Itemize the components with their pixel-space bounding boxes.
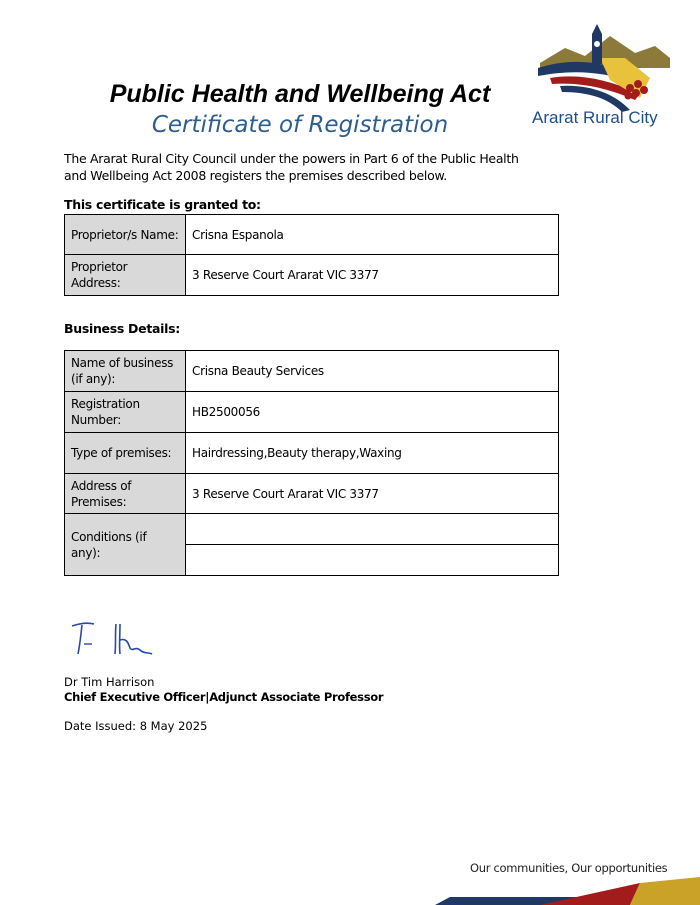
conditions-label: Conditions (if any):: [65, 514, 186, 576]
conditions-value-extra: [186, 545, 559, 576]
granted-table: [64, 214, 559, 296]
date-issued: Date Issued: 8 May 2025: [64, 719, 208, 733]
certificate-subtitle: Certificate of Registration: [151, 112, 449, 138]
footer-tagline: Our communities, Our opportunities: [470, 861, 668, 875]
business-name-value: Crisna Beauty Services: [186, 351, 559, 392]
table-row: [65, 351, 559, 392]
business-table: [64, 350, 559, 576]
table-row: [65, 514, 559, 545]
table-row: [65, 215, 559, 255]
granted-heading: This certificate is granted to:: [64, 197, 261, 212]
business-heading: Business Details:: [64, 321, 180, 336]
premises-type-label: Type of premises:: [65, 433, 186, 474]
logo-wordmark: Ararat Rural City: [532, 108, 658, 127]
business-name-label: Name of business (if any):: [65, 351, 186, 392]
proprietor-name-label: Proprietor/s Name:: [65, 215, 186, 255]
footer-band: [430, 875, 700, 905]
premises-type-value: Hairdressing,Beauty therapy,Waxing: [186, 433, 559, 474]
conditions-value: [186, 514, 559, 545]
proprietor-name-value: Crisna Espanola: [186, 215, 559, 255]
registration-number-label: Registration Number:: [65, 392, 186, 433]
registration-number-value: HB2500056: [186, 392, 559, 433]
intro-paragraph: The Ararat Rural City Council under the powers in Part 6 of the Public Health and Wellbeing Act 2008 registers the premises described below.: [64, 151, 519, 183]
table-row: [65, 474, 559, 514]
table-row: [65, 255, 559, 296]
table-row: [65, 433, 559, 474]
premises-address-label: Address of Premises:: [65, 474, 186, 514]
signatory-title: Chief Executive Officer|Adjunct Associate Professor: [64, 690, 384, 704]
document-title: Public Health and Wellbeing Act: [109, 80, 491, 108]
table-row: [65, 392, 559, 433]
signatory-name: Dr Tim Harrison: [64, 675, 155, 689]
proprietor-address-value: 3 Reserve Court Ararat VIC 3377: [186, 255, 559, 296]
signature: [68, 618, 168, 660]
proprietor-address-label: Proprietor Address:: [65, 255, 186, 296]
premises-address-value: 3 Reserve Court Ararat VIC 3377: [186, 474, 559, 514]
